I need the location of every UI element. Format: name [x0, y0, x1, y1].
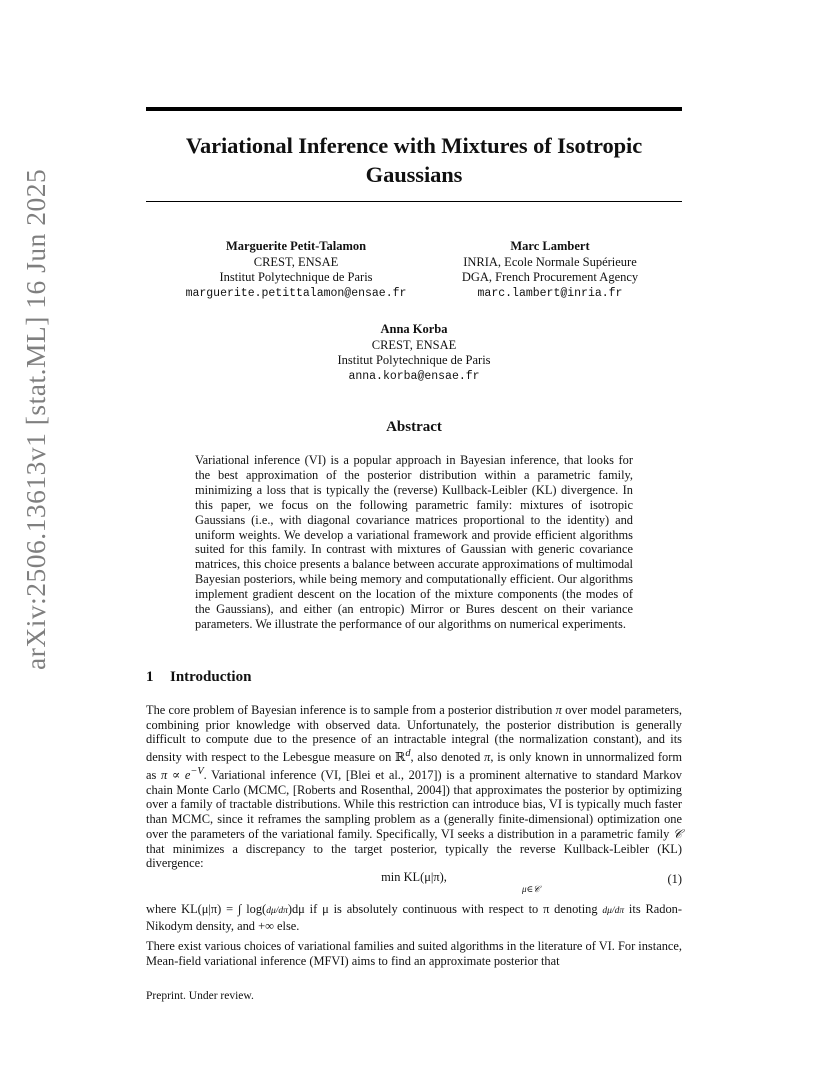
text-run: )dμ if μ is absolutely continuous with respect to π denoting — [287, 902, 603, 916]
text-run: over model parameters, combining prior knowledge with observed data. Unfortunately, the posterior distribution is generally difficult to compute due to the presence of an intractable integral (the normalization constant), and its density with respect to the Lebesgue measure on — [146, 703, 682, 765]
math-pi: π — [484, 750, 491, 765]
math-fraction: dμ/dπ — [266, 906, 288, 916]
text-run: The core problem of Bayesian inference is to sample from a posterior distribution — [146, 703, 556, 717]
text-run: that minimizes a discrepancy to the target posterior, typically the reverse Kullback-Leibler (KL) divergence: — [146, 841, 682, 871]
author-email[interactable]: anna.korba@ensae.fr — [348, 369, 480, 383]
author-block-1 — [180, 239, 412, 301]
equation-body — [146, 870, 682, 885]
author-block-3 — [306, 322, 522, 384]
author-affiliation: Institut Polytechnique de Paris — [219, 270, 373, 284]
equation-subscript: μ∈𝒞 — [522, 884, 540, 894]
section-heading — [146, 669, 251, 686]
section-number: 1 — [146, 669, 154, 685]
math-pi: π — [555, 703, 562, 717]
math-reals: ℝ — [395, 750, 406, 765]
author-email[interactable]: marc.lambert@inria.fr — [477, 286, 623, 300]
abstract-text: Variational inference (VI) is a popular approach in Bayesian inference, that looks for the best approximation of the posterior distribution within a parametric family, minimizing a loss that is typically the (reverse) Kullback-Leibler (KL) divergence. In this paper, we focus on the following parametric family: mixtures of isotropic Gaussians (i.e., with diagonal covariance matrices proportional to the identity) and uniform weights. We develop a variational framework and provide efficient algorithms suited for this family. In contrast with mixtures of Gaussian with generic covariance matrices, this choice presents a balance between accurate approximations of multimodal Bayesian posteriors, while being memory and computationally efficient. Our algorithms implement gradient descent on the location of the mixture components (the modes of the Gaussians), and either (an entropic) Mirror or Bures descent on their variance parameters. We illustrate the performance of our algorithms on numerical experiments. — [195, 453, 633, 631]
arxiv-identifier: arXiv:2506.13613v1 [stat.ML] 16 Jun 2025 — [20, 168, 51, 670]
author-affiliation: CREST, ENSAE — [253, 254, 339, 269]
author-name: Anna Korba — [380, 322, 448, 336]
equation-number: (1) — [667, 872, 682, 886]
intro-paragraph-3: There exist various choices of variational families and suited algorithms in the literature of VI. For instance, Mean-field variational inference (MFVI) aims to find an approximate posterior that — [146, 939, 682, 968]
title-line-2: Gaussians — [365, 162, 463, 187]
eq-min: min — [381, 870, 401, 884]
title-line-1: Variational Inference with Mixtures of Isotropic — [185, 133, 643, 158]
math-family: 𝒞 — [672, 826, 682, 841]
author-affiliation: INRIA, Ecole Normale Supérieure — [463, 254, 637, 269]
eq-kl: KL(μ|π), — [403, 870, 447, 884]
author-name: Marguerite Petit-Talamon — [225, 239, 367, 253]
text-run: its Radon-Nikodym density, and +∞ else. — [146, 902, 682, 933]
math-prop: π ∝ e — [160, 768, 191, 783]
title-top-rule — [146, 107, 682, 111]
author-affiliation: DGA, French Procurement Agency — [461, 270, 639, 284]
math-d: d — [405, 748, 411, 760]
text-run: , also denoted — [410, 750, 485, 765]
paper-title — [146, 131, 682, 189]
text-run: . Variational inference (VI, [Blei et al., 2017]) is a prominent alternative to standard Markov chain Monte Carlo (MCMC, [Roberts and Rosenthal, 2004]) that approximates the posterior by optimizing over a family of tractable distributions. While this restriction can introduce bias, VI is typically much faster than MCMC, since it reframes the sampling problem as a (generally finite-dimensional) optimization one over the parameters of the variational family. Specifically, VI seeks a distribution in a parametric family — [146, 768, 682, 841]
footer-note: Preprint. Under review. — [146, 990, 254, 1002]
equation-1 — [146, 870, 682, 898]
math-fraction: dμ/dπ — [602, 906, 625, 916]
author-block-2 — [444, 239, 656, 301]
intro-paragraph-2 — [146, 902, 682, 933]
math-exponent: −V — [190, 765, 204, 777]
author-email[interactable]: marguerite.petittalamon@ensae.fr — [185, 286, 407, 300]
section-title: Introduction — [170, 669, 252, 685]
text-run: where KL(μ|π) = ∫ log( — [146, 902, 267, 916]
author-name: Marc Lambert — [510, 239, 590, 253]
title-bottom-rule — [146, 201, 682, 202]
abstract-heading: Abstract — [386, 419, 442, 435]
author-affiliation: Institut Polytechnique de Paris — [337, 353, 491, 367]
text-run: , is only known in unnormalized form as — [146, 750, 683, 783]
intro-paragraph-1 — [146, 703, 682, 871]
author-affiliation: CREST, ENSAE — [371, 337, 457, 352]
